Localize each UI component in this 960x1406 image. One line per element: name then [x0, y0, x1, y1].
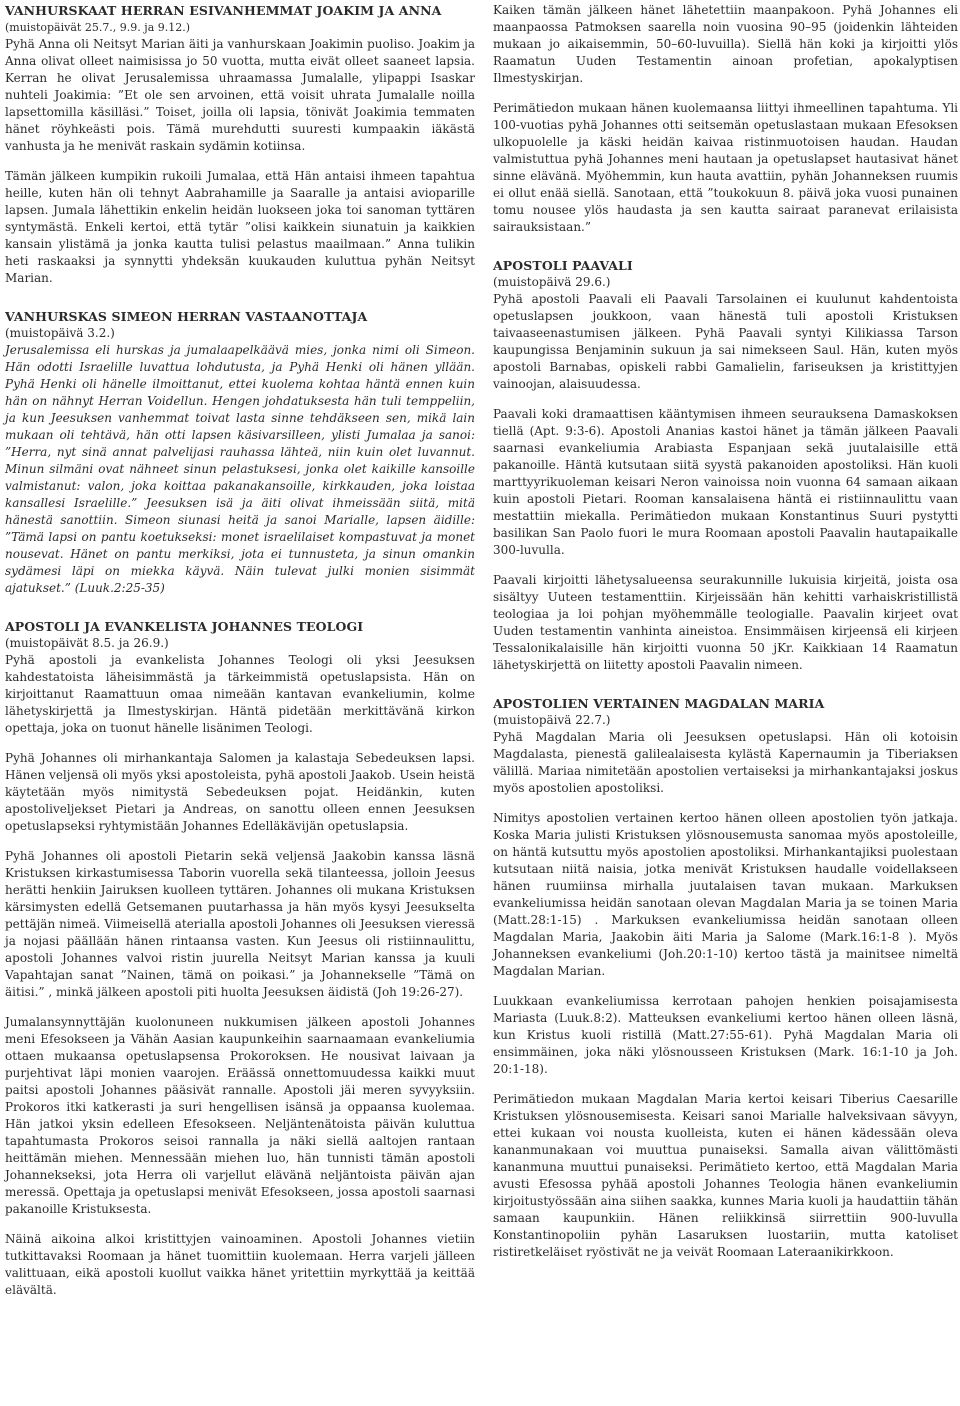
section-simeon	[5, 308, 475, 597]
paragraph: Nimitys apostolien vertainen kertoo hänen olleen apostolien työn jatkaja. Koska Maria julisti Kristuksen ylösnousemusta sanomaa myös apostoleille, on häntä kutsuttu myös apostolien apostoliksi. Mirhankantajiksi puolestaan kutsutaan niitä naisia, jotka menivät Kristuksen haudalle voidellakseen hänen ruumiinsa mirhalla juutalaisen tavan mukaan. Markuksen evankeliumissa heidän sanotaan olevan Magdalan Maria ja se toinen Maria (Matt.28:1-15) . Markuksen evankeliumissa heidän sanotaan olleen Magdalan Maria, Jaakobin äiti Maria ja Salome (Mark.16:1-8 ). Myös Johanneksen evankeliumi (Joh.20:1-10) kertoo tästä ja mainitsee nimeltä Magdalan Marian.	[493, 811, 958, 978]
paragraph: Näinä aikoina alkoi kristittyjen vainoaminen. Apostoli Johannes vietiin tutkittavaksi Roomaan ja hänet tuomittiin kuolemaan. Herra varjeli jälleen valittuaan, eikä apostoli kuollut vaikka hänet yritettiin myrkyttää ja keittää elävältä.	[5, 1232, 475, 1297]
section-magdalan-maria	[493, 695, 958, 1261]
paragraph: Perimätiedon mukaan hänen kuolemaansa liittyi ihmeellinen tapahtuma. Yli 100-vuotias pyhä Johannes otti seitsemän opetuslastaan mukaan Efesoksen ulkopuolelle ja käski heidän kaivaa ristinmuotoisen haudan. Haudan valmistuttua pyhä Johannes meni hautaan ja opetuslapset hautasivat hänet sinne elävänä. Myöhemmin, kun hauta avattiin, pyhän Johanneksen ruumis ei ollut enää siellä. Sanotaan, että ”toukokuun 8. päivä joka vuosi punainen tomu nousee ylös haudasta ja sen kautta sairaat paranevat erilaisista sairauksistaan.”	[493, 101, 958, 234]
paragraph: Pyhä apostoli ja evankelista Johannes Teologi oli yksi Jeesuksen kahdestatoista läheisimmästä ja tärkeimmistä opetuslapsista. Hän on kirjoittanut Raamattuun omaa nimeään kantavan evankeliumin, kolme lähetyskirjettä ja Ilmestyskirjan. Häntä pidetään merkittävänä kirkon opettaja, joka on tuonut hänelle lisänimen Teologi.	[5, 653, 475, 735]
memorial-date: (muistopäivät 8.5. ja 26.9.)	[5, 636, 169, 650]
section-title: VANHURSKAAT HERRAN ESIVANHEMMAT JOAKIM JA ANNA	[5, 3, 442, 18]
memorial-date: (muistopäivä 3.2.)	[5, 326, 115, 340]
right-column	[493, 2, 958, 1261]
section-joakim-anna	[5, 2, 475, 287]
section-title: APOSTOLI JA EVANKELISTA JOHANNES TEOLOGI	[5, 619, 364, 634]
paragraph: Luukkaan evankeliumissa kerrotaan pahojen henkien poisajamisesta Mariasta (Luuk.8:2). Matteuksen evankeliumi kertoo hänen olleen läsnä, kun Kristus kuoli ristillä (Matt.27:55-61). Pyhä Magdalan Maria oli ensimmäinen, joka näki ylösnousseen Kristuksen (Mark. 16:1-10 ja Joh. 20:1-18).	[493, 994, 958, 1076]
section-johannes	[5, 618, 475, 1299]
section-title: VANHURSKAS SIMEON HERRAN VASTAANOTTAJA	[5, 309, 368, 324]
paragraph: Pyhä Johannes oli mirhankantaja Salomen ja kalastaja Sebedeuksen lapsi. Hänen veljensä oli myös yksi apostoleista, pyhä apostoli Jaakob. Usein heistä käytetään myös nimitystä Sebedeuksen pojat. Heidänkin, kuten apostoliveljekset Pietari ja Andreas, on sanottu olleen ennen Jeesuksen opetuslapseksi ryhtymistään Johannes Edelläkävijän opetuslapsia.	[5, 751, 475, 833]
paragraph: Kaiken tämän jälkeen hänet lähetettiin maanpakoon. Pyhä Johannes eli maanpaossa Patmoksen saarella noin vuosina 90–95 (joidenkin lähteiden mukaan jo aikaisemmin, 50–60-luvuilla). Siellä hän koki ja kirjoitti ylös Raamatun Uuden Testamentin ainoan profetian, apokalyptisen Ilmestyskirjan.	[493, 3, 958, 85]
paragraph: Tämän jälkeen kumpikin rukoili Jumalaa, että Hän antaisi ihmeen tapahtua heille, kuten hän oli tehnyt Aabrahamille ja Saaralle ja antaisi avioparille lapsen. Jumala lähettikin enkelin heidän luokseen joka toi sanoman tyttären syntymästä. Enkeli kertoi, että tytär ”olisi kaikkein siunatuin ja kaikkien kansain ylistämä ja jonka kautta tulisi pelastus maailmaan.” Anna tulikin heti raskaaksi ja synnytti yhdeksän kuukauden kuluttua pyhän Neitsyt Marian.	[5, 169, 475, 285]
paragraph: Perimätiedon mukaan Magdalan Maria kertoi keisari Tiberius Caesarille Kristuksen ylösnousemisesta. Keisari sanoi Marialle halveksivaan sävyyn, ettei kukaan voi nousta kuolleista, kuten ei hänen kädessään oleva kananmunakaan voi muuttua punaiseksi. Samalla aivan välittömästi kananmuna muuttui punaiseksi. Perimätieto kertoo, että Magdalan Maria avusti Efesossa pyhää apostoli Johannes Teologia hänen evankeliumin kirjoitustyössään aina siihen saakka, kunnes Maria kuoli ja haudattiin tähän samaan kaupunkiin. Hänen reliikkinsä siirrettiin 900-luvulla Konstantinopoliin pyhän Lasaruksen luostariin, mutta katoliset ristiretkeläiset ryöstivät ne ja veivät Roomaan Lateraanikirkkoon.	[493, 1092, 958, 1259]
section-johannes-continued	[493, 2, 958, 236]
memorial-date: (muistopäivä 29.6.)	[493, 275, 611, 289]
section-paavali	[493, 257, 958, 674]
section-title: APOSTOLIEN VERTAINEN MAGDALAN MARIA	[493, 696, 825, 711]
paragraph: Jerusalemissa eli hurskas ja jumalaapelkäävä mies, jonka nimi oli Simeon. Hän odotti Israelille luvattua lohdutusta, ja Pyhä Henki oli hänen yllään. Pyhä Henki oli hänelle ilmoittanut, ettei kuolema kohtaa häntä ennen kuin hän on nähnyt Herran Voidellun. Hengen johdatuksesta hän tuli temppeliin, ja kun Jeesuksen vanhemmat toivat lasta sinne tehdäkseen sen, mikä lain mukaan oli tehtävä, hän otti lapsen käsivarsilleen, ylisti Jumalaa ja sanoi: ”Herra, nyt sinä annat palvelijasi rauhassa lähteä, niin kuin olet luvannut. Minun silmäni ovat nähneet sinun pelastuksesi, jonka olet kaikille kansoille valmistanut: valon, joka koittaa pakanakansoille, kirkkauden, joka loistaa kansallesi Israelille.” Jeesuksen isä ja äiti olivat ihmeissään siitä, mitä hänestä sanottiin. Simeon siunasi heitä ja sanoi Marialle, lapsen äidille: ”Tämä lapsi on pantu koetukseksi: monet israelilaiset kompastuvat ja monet nousevat. Hänet on pantu merkiksi, jota ei tunnusteta, ja sinun omankin sydämesi läpi on miekka käyvä. Näin tulevat julki monien sisimmät ajatukset.” (Luuk.2:25-35)	[5, 343, 475, 595]
paragraph: Pyhä Magdalan Maria oli Jeesuksen opetuslapsi. Hän oli kotoisin Magdalasta, pienestä galilealaisesta kylästä Kapernaumin ja Tiberiaksen välillä. Mariaa nimitetään apostolien vertaiseksi ja mirhankantajaksi joskus myös apostolien apostoliksi.	[493, 730, 958, 795]
paragraph: Pyhä Anna oli Neitsyt Marian äiti ja vanhurskaan Joakimin puoliso. Joakim ja Anna olivat olleet naimisissa jo 50 vuotta, mutta eivät olleet saaneet lapsia. Kerran he olivat Jerusalemissa uhraamassa Jumalalle, ylipappi Isaskar nuhteli Joakimia: ”Et ole sen arvoinen, että voisit uhrata Jumalalle noilla lapsettomilla käsilläsi.” Toiset, joilla oli lapsia, tönivät Joakimia temmaten hänet röyhkeästi pois. Tämä murehdutti suuresti kumpaakin iäkästä vanhusta ja he menivät raskain sydämin kotiinsa.	[5, 37, 475, 153]
paragraph: Paavali kirjoitti lähetysalueensa seurakunnille lukuisia kirjeitä, joista osa sisältyy Uuteen testamenttiin. Kirjeissään hän kehitti varhaiskristillistä teologiaa ja loi pohjan myöhemmälle teologialle. Paavalin kirjeet ovat Uuden testamentin vanhinta aineistoa. Ensimmäisen kirjeensä eli kirjeen Tessalonikalaisille hän kirjoitti vuonna 50 jKr. Kaikkiaan 14 Raamatun lähetyskirjettä on liitetty apostoli Paavalin nimeen.	[493, 573, 958, 672]
paragraph: Paavali koki dramaattisen kääntymisen ihmeen seurauksena Damaskoksen tiellä (Apt. 9:3-6). Apostoli Ananias kastoi hänet ja tämän jälkeen Paavali saarnasi evankeliumia Arabiasta Espanjaan sekä juutalaisille että pakanoille. Häntä kutsutaan siitä syystä pakanoiden apostoliksi. Hän kuoli marttyyrikuoleman keisari Neron vainoissa noin vuonna 64 samaan aikaan kuin apostoli Pietari. Rooman kansalaisena häntä ei ristiinnaulittu vaan mestattiin miekalla. Perimätiedon mukaan Konstantinus Suuri pystytti basilikan San Paolo fuori le mura Roomaan apostoli Paavalin hautapaikalle 300-luvulla.	[493, 407, 958, 557]
paragraph: Pyhä apostoli Paavali eli Paavali Tarsolainen ei kuulunut kahdentoista opetuslapsen joukkoon, vaan hänestä tuli apostoli Kristuksen taivaaseenastumisen jälkeen. Pyhä Paavali syntyi Kilikiassa Tarson kaupungissa Benjaminin sukuun ja sai nimekseen Saul. Hän, kuten myös apostoli Barnabas, opiskeli rabbi Gamalielin, fariseuksen ja kristittyjen vainoojan, alaisuudessa.	[493, 292, 958, 391]
memorial-date: (muistopäivät 25.7., 9.9. ja 9.12.)	[5, 21, 191, 34]
paragraph: Jumalansynnyttäjän kuolonuneen nukkumisen jälkeen apostoli Johannes meni Efesokseen ja Vähän Aasian kaupunkeihin saarnaamaan evankeliumia ottaen mukaansa opetuslapsensa Prokoroksen. He nousivat laivaan ja purjehtivat läpi monien vaarojen. Eräässä onnettomuudessa kaikki muut paitsi apostoli Johannes pääsivät rannalle. Apostoli jäi meren syvyyksiin. Prokoros itki katkerasti ja suri hengellisen isänsä ja oppaansa kuolemaa. Hän jatkoi yksin edelleen Efesokseen. Neljäntenätoista päivän kuluttua tapahtumasta Prokoros seisoi rannalla ja näki siellä aaltojen rantaan heittämän miehen. Mennessään miehen luo, hän tunnisti tämän apostoli Johannekseksi, jota Herra oli varjellut elävänä neljäntoista päivän ajan meressä. Opettaja ja opetuslapsi menivät Efesokseen, jossa apostoli saarnasi pakanoille Kristuksesta.	[5, 1015, 475, 1216]
paragraph: Pyhä Johannes oli apostoli Pietarin sekä veljensä Jaakobin kanssa läsnä Kristuksen kirkastumisessa Taborin vuorella sekä tilanteessa, jolloin Jeesus herätti henkiin Jairuksen kuolleen tyttären. Johannes oli mukana Kristuksen kärsimysten edellä Getsemanen puutarhassa ja hän myös kysyi Jeesukselta pettäjän nimeä. Viimeisellä aterialla apostoli Johannes oli Jeesuksen vieressä ja nojasi päällään hänen rintaansa vasten. Kun Jeesus oli ristiinnaulittu, apostoli Johannes valvoi ristin juurella Neitsyt Marian kanssa ja kuuli Vapahtajan sanat ”Nainen, tämä on poikasi.” ja Johannekselle ”Tämä on äitisi.” , minkä jälkeen apostoli piti huolta Jeesuksen äidistä (Joh 19:26-27).	[5, 849, 475, 999]
section-title: APOSTOLI PAAVALI	[493, 258, 633, 273]
left-column	[5, 2, 475, 1299]
memorial-date: (muistopäivä 22.7.)	[493, 713, 611, 727]
